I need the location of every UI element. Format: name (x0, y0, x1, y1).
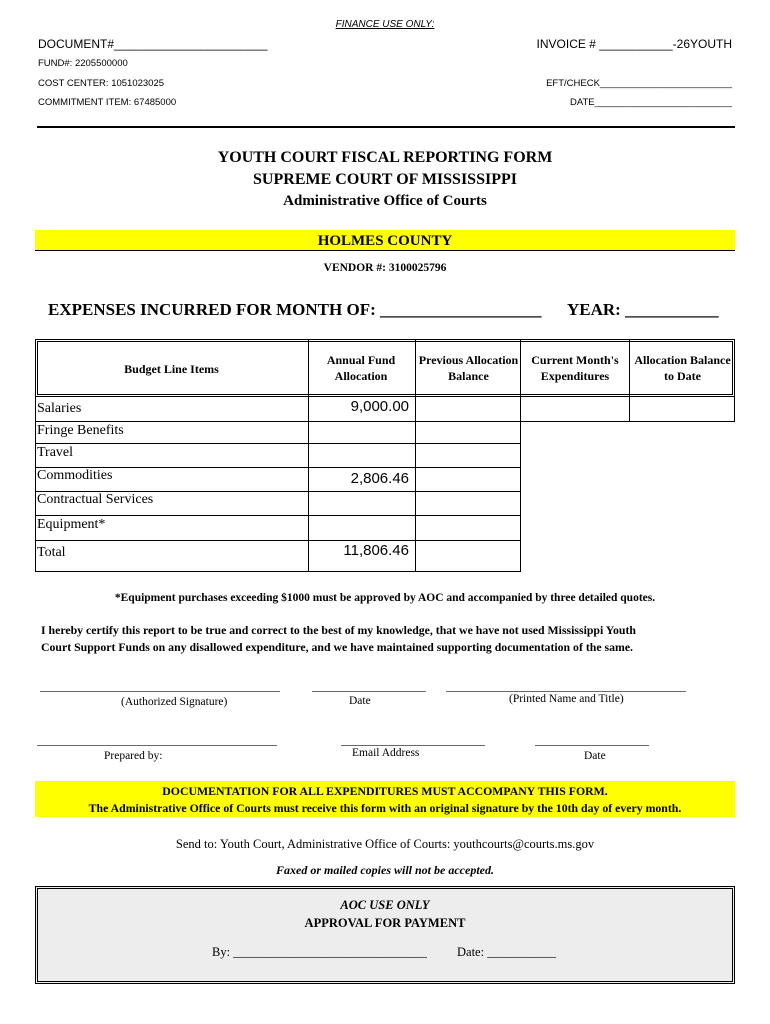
header-annual-fund-allocation: Annual Fund Allocation (326, 353, 396, 383)
email-address-line[interactable]: ________________________ (341, 733, 485, 747)
certification-line-1: I hereby certify this report to be true and correct to the best of my knowledge, that we have not used Mississippi Youth (41, 623, 636, 637)
court-title: SUPREME COURT OF MISSISSIPPI (253, 171, 517, 188)
date-line-2[interactable]: ___________________ (535, 733, 649, 747)
table-row: Total (37, 545, 66, 560)
equipment-note: *Equipment purchases exceeding $1000 must be approved by AOC and accompanied by three detailed quotes. (114, 592, 656, 604)
fund-number: FUND#: 2205500000 (38, 58, 128, 69)
approval-for-payment: APPROVAL FOR PAYMENT (304, 916, 466, 930)
printed-name-line[interactable]: ________________________________________ (446, 679, 686, 693)
header-current-month-expenditures: Current Month's Expenditures (531, 353, 619, 383)
table-row: Commodities (37, 468, 113, 483)
date-label-2: Date (584, 750, 606, 762)
prepared-by-line[interactable]: ________________________________________ (37, 733, 277, 747)
finance-date-field[interactable]: DATE__________________________ (569, 97, 732, 108)
annual-commodities-value[interactable]: 2,806.46 (350, 470, 409, 487)
budget-table (35, 339, 735, 572)
certification-line-2: Court Support Funds on any disallowed expenditure, and we have maintained supporting documentation of the same. (41, 640, 634, 654)
vendor-number: VENDOR #: 3100025796 (323, 262, 447, 274)
send-to-line: Send to: Youth Court, Administrative Office of Courts: youthcourts@courts.ms.gov (175, 837, 595, 851)
county-underline (35, 250, 735, 251)
invoice-number-field[interactable]: INVOICE # ___________-26YOUTH (536, 37, 732, 51)
cost-center: COST CENTER: 1051023025 (38, 78, 165, 89)
email-address-label: Email Address (352, 747, 420, 759)
prepared-by-label: Prepared by: (104, 750, 163, 762)
eft-check-field[interactable]: EFT/CHECK_________________________ (546, 78, 732, 89)
table-row: Contractual Services (37, 492, 154, 507)
printed-name-label: (Printed Name and Title) (509, 693, 624, 705)
approved-by-field[interactable]: By: _______________________________ (212, 945, 427, 959)
office-title: Administrative Office of Courts (283, 193, 487, 209)
commitment-item: COMMITMENT ITEM: 67485000 (38, 97, 177, 108)
annual-total-value[interactable]: 11,806.46 (343, 542, 409, 559)
finance-use-only-title: FINANCE USE ONLY: (335, 19, 435, 30)
header-allocation-balance-to-date: Allocation Balance to Date (634, 353, 731, 383)
table-row: Travel (37, 445, 74, 460)
finance-divider (37, 126, 735, 128)
aoc-use-only: AOC USE ONLY (340, 898, 430, 912)
form-title: YOUTH COURT FISCAL REPORTING FORM (217, 149, 553, 166)
documentation-line-2: The Administrative Office of Courts must receive this form with an original signature by the 10th day of every month. (88, 801, 682, 815)
aoc-approval-box (35, 886, 735, 984)
date-label: Date (349, 695, 371, 707)
documentation-line-1: DOCUMENTATION FOR ALL EXPENDITURES MUST ACCOMPANY THIS FORM. (162, 784, 608, 798)
annual-salaries-value[interactable]: 9,000.00 (350, 398, 409, 415)
faxed-notice: Faxed or mailed copies will not be accepted. (276, 863, 494, 877)
county-name: HOLMES COUNTY (317, 233, 453, 249)
expenses-year-field[interactable]: YEAR: ___________ (567, 300, 719, 319)
authorized-signature-line[interactable]: ________________________________________ (40, 679, 280, 693)
header-previous-allocation-balance: Previous Allocation Balance (418, 353, 519, 383)
table-row: Salaries (37, 401, 82, 416)
expenses-month-field[interactable]: EXPENSES INCURRED FOR MONTH OF: ___________________ (48, 300, 542, 319)
table-row: Fringe Benefits (37, 423, 124, 438)
authorized-signature-label: (Authorized Signature) (121, 696, 228, 708)
approval-date-field[interactable]: Date: ___________ (457, 945, 556, 959)
table-row: Equipment* (37, 517, 106, 532)
date-line[interactable]: ___________________ (312, 679, 426, 693)
header-budget-line-items: Budget Line Items (124, 362, 219, 376)
document-number-field[interactable]: DOCUMENT#_______________________ (38, 37, 268, 51)
